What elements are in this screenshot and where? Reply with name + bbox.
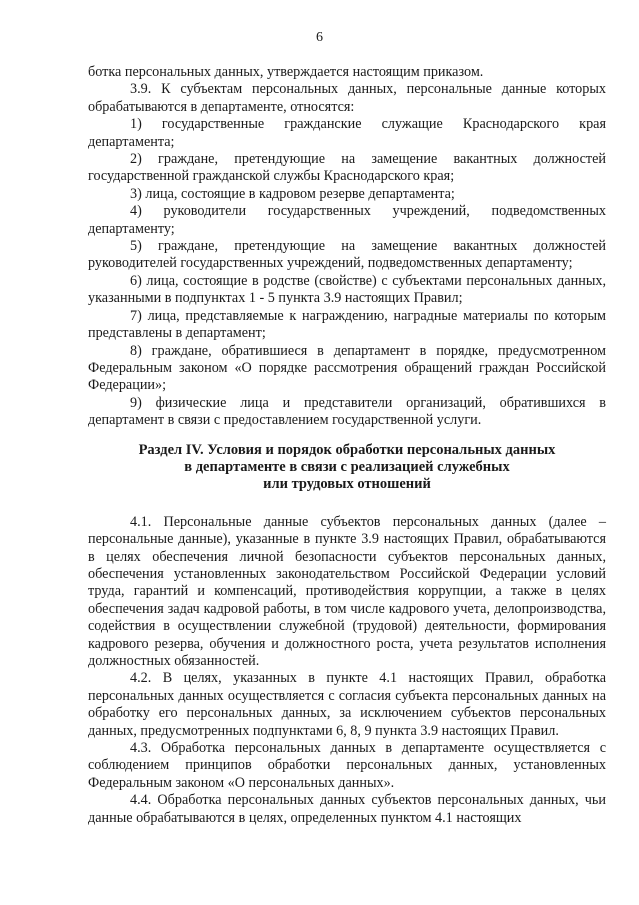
paragraph: 4.2. В целях, указанных в пункте 4.1 настоящих Правил, обработка персональных данных осуществляется с согласия субъекта персональных данных на обработку его персональных данных, за исключением субъектов персональных данных, предусмотренных подпунктами 6, 8, 9 пункта 3.9 настоящих Правил. (88, 670, 606, 739)
page-number: 6 (316, 30, 323, 45)
list-item: 6) лица, состоящие в родстве (свойстве) с субъектами персональных данных, указанными в подпунктах 1 - 5 пункта 3.9 настоящих Правил; (88, 272, 606, 307)
section-body (88, 514, 606, 827)
list-item: 8) граждане, обратившиеся в департамент в порядке, предусмотренном Федеральным законом «О порядке рассмотрения обращений граждан Российской Федерации»; (88, 342, 606, 394)
list-item: 4) руководители государственных учреждений, подведомственных департаменту; (88, 203, 606, 237)
paragraph: 4.3. Обработка персональных данных в департаменте осуществляется с соблюдением принципов обработки персональных данных, установленных Федеральным законом «О персональных данных». (88, 740, 606, 791)
section-heading-line: в департаменте в связи с реализацией служебных (184, 458, 510, 475)
list-item: 7) лица, представляемые к награждению, наградные материалы по которым представлены в департамент; (88, 307, 606, 342)
list-item: 5) граждане, претендующие на замещение вакантных должностей руководителей государственных учреждений, подведомственных департаменту; (88, 238, 606, 272)
paragraph: 3.9. К субъектам персональных данных, персональные данные которых обрабатываются в департаменте, относятся: (88, 81, 606, 115)
document-body (88, 64, 606, 827)
section-heading-line: или трудовых отношений (263, 476, 431, 493)
list-item: 3) лица, состоящие в кадровом резерве департамента; (130, 185, 455, 202)
list-item: 1) государственные гражданские служащие Краснодарского края департамента; (88, 116, 606, 150)
intro-section (88, 64, 606, 430)
list-item: 2) граждане, претендующие на замещение вакантных должностей государственной гражданской службы Краснодарского края; (88, 151, 606, 185)
section-heading-line: Раздел IV. Условия и порядок обработки персональных данных (138, 441, 556, 458)
paragraph: 4.1. Персональные данные субъектов персональных данных (далее – персональные данные), указанные в пункте 3.9 настоящих Правил, обрабатываются в целях обеспечения личной безопасности субъектов персональных данных, обеспечения установленных законодательством Российской Федерации условий труда, гарантий и компенсаций, противодействия коррупции, а также в целях обеспечения задач кадровой работы, в том числе кадрового учета, делопроизводства, содействия в осуществлении служебной (трудовой) деятельности, формирования кадрового резерва, обучения и должностного роста, учета результатов исполнения должностных обязанностей. (88, 513, 606, 669)
list-item: 9) физические лица и представители организаций, обратившихся в департамент в связи с предоставлением государственной услуги. (88, 394, 606, 429)
paragraph: 4.4. Обработка персональных данных субъектов персональных данных, чьи данные обрабатываются в целях, определенных пунктом 4.1 настоящих (88, 792, 606, 826)
paragraph: ботка персональных данных, утверждается настоящим приказом. (88, 64, 484, 80)
section-heading (88, 442, 606, 494)
